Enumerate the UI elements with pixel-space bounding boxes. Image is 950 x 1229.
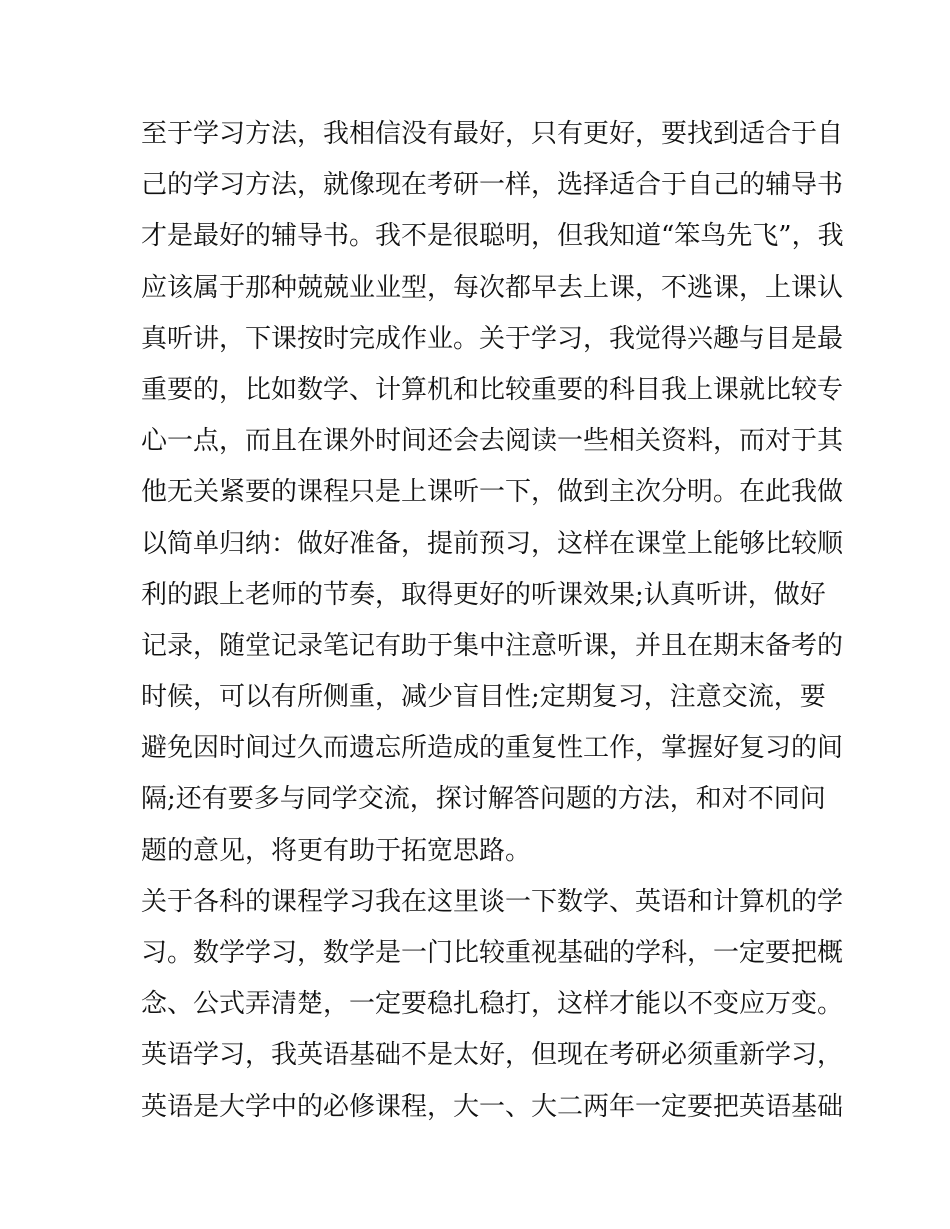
text-line-12: 时候，可以有所侧重，减少盲目性;定期复习，注意交流，要 — [141, 682, 826, 713]
text-line-6: 重要的，比如数学、计算机和比较重要的科目我上课就比较专 — [141, 374, 844, 405]
text-line-15: 题的意见，将更有助于拓宽思路。 — [141, 835, 532, 866]
text-line-3: 才是最好的辅导书。我不是很聪明，但我知道“笨鸟先飞”，我 — [141, 221, 844, 252]
text-line-4: 应该属于那种兢兢业业型，每次都早去上课，不逃课，上课认 — [141, 272, 844, 303]
text-line-8: 他无关紧要的课程只是上课听一下，做到主次分明。在此我做 — [141, 477, 844, 508]
text-line-1: 至于学习方法，我相信没有最好，只有更好，要找到适合于自 — [141, 119, 844, 149]
text-line-9: 以简单归纳：做好准备，提前预习，这样在课堂上能够比较顺 — [141, 528, 844, 559]
body-text — [141, 109, 844, 1133]
text-line-7: 心一点，而且在课外时间还会去阅读一些相关资料，而对于其 — [141, 426, 844, 457]
text-line-14: 隔;还有要多与同学交流，探讨解答问题的方法，和对不同问 — [141, 784, 826, 815]
text-line-2: 己的学习方法，就像现在考研一样，选择适合于自己的辅导书 — [141, 170, 844, 201]
text-line-10: 利的跟上老师的节奏，取得更好的听课效果;认真听讲，做好 — [141, 579, 826, 610]
text-line-20: 英语是大学中的必修课程，大一、大二两年一定要把英语基础 — [141, 1091, 844, 1122]
text-line-5: 真听讲，下课按时完成作业。关于学习，我觉得兴趣与目是最 — [141, 323, 844, 354]
text-line-11: 记录，随堂记录笔记有助于集中注意听课，并且在期末备考的 — [141, 630, 844, 661]
text-line-13: 避免因时间过久而遗忘所造成的重复性工作，掌握好复习的间 — [141, 733, 844, 764]
text-line-16: 关于各科的课程学习我在这里谈一下数学、英语和计算机的学 — [141, 886, 844, 917]
text-line-17: 习。数学学习，数学是一门比较重视基础的学科，一定要把概 — [141, 938, 844, 968]
text-line-19: 英语学习，我英语基础不是太好，但现在考研必须重新学习， — [141, 1040, 844, 1071]
text-line-18: 念、公式弄清楚，一定要稳扎稳打，这样才能以不变应万变。 — [141, 989, 844, 1020]
